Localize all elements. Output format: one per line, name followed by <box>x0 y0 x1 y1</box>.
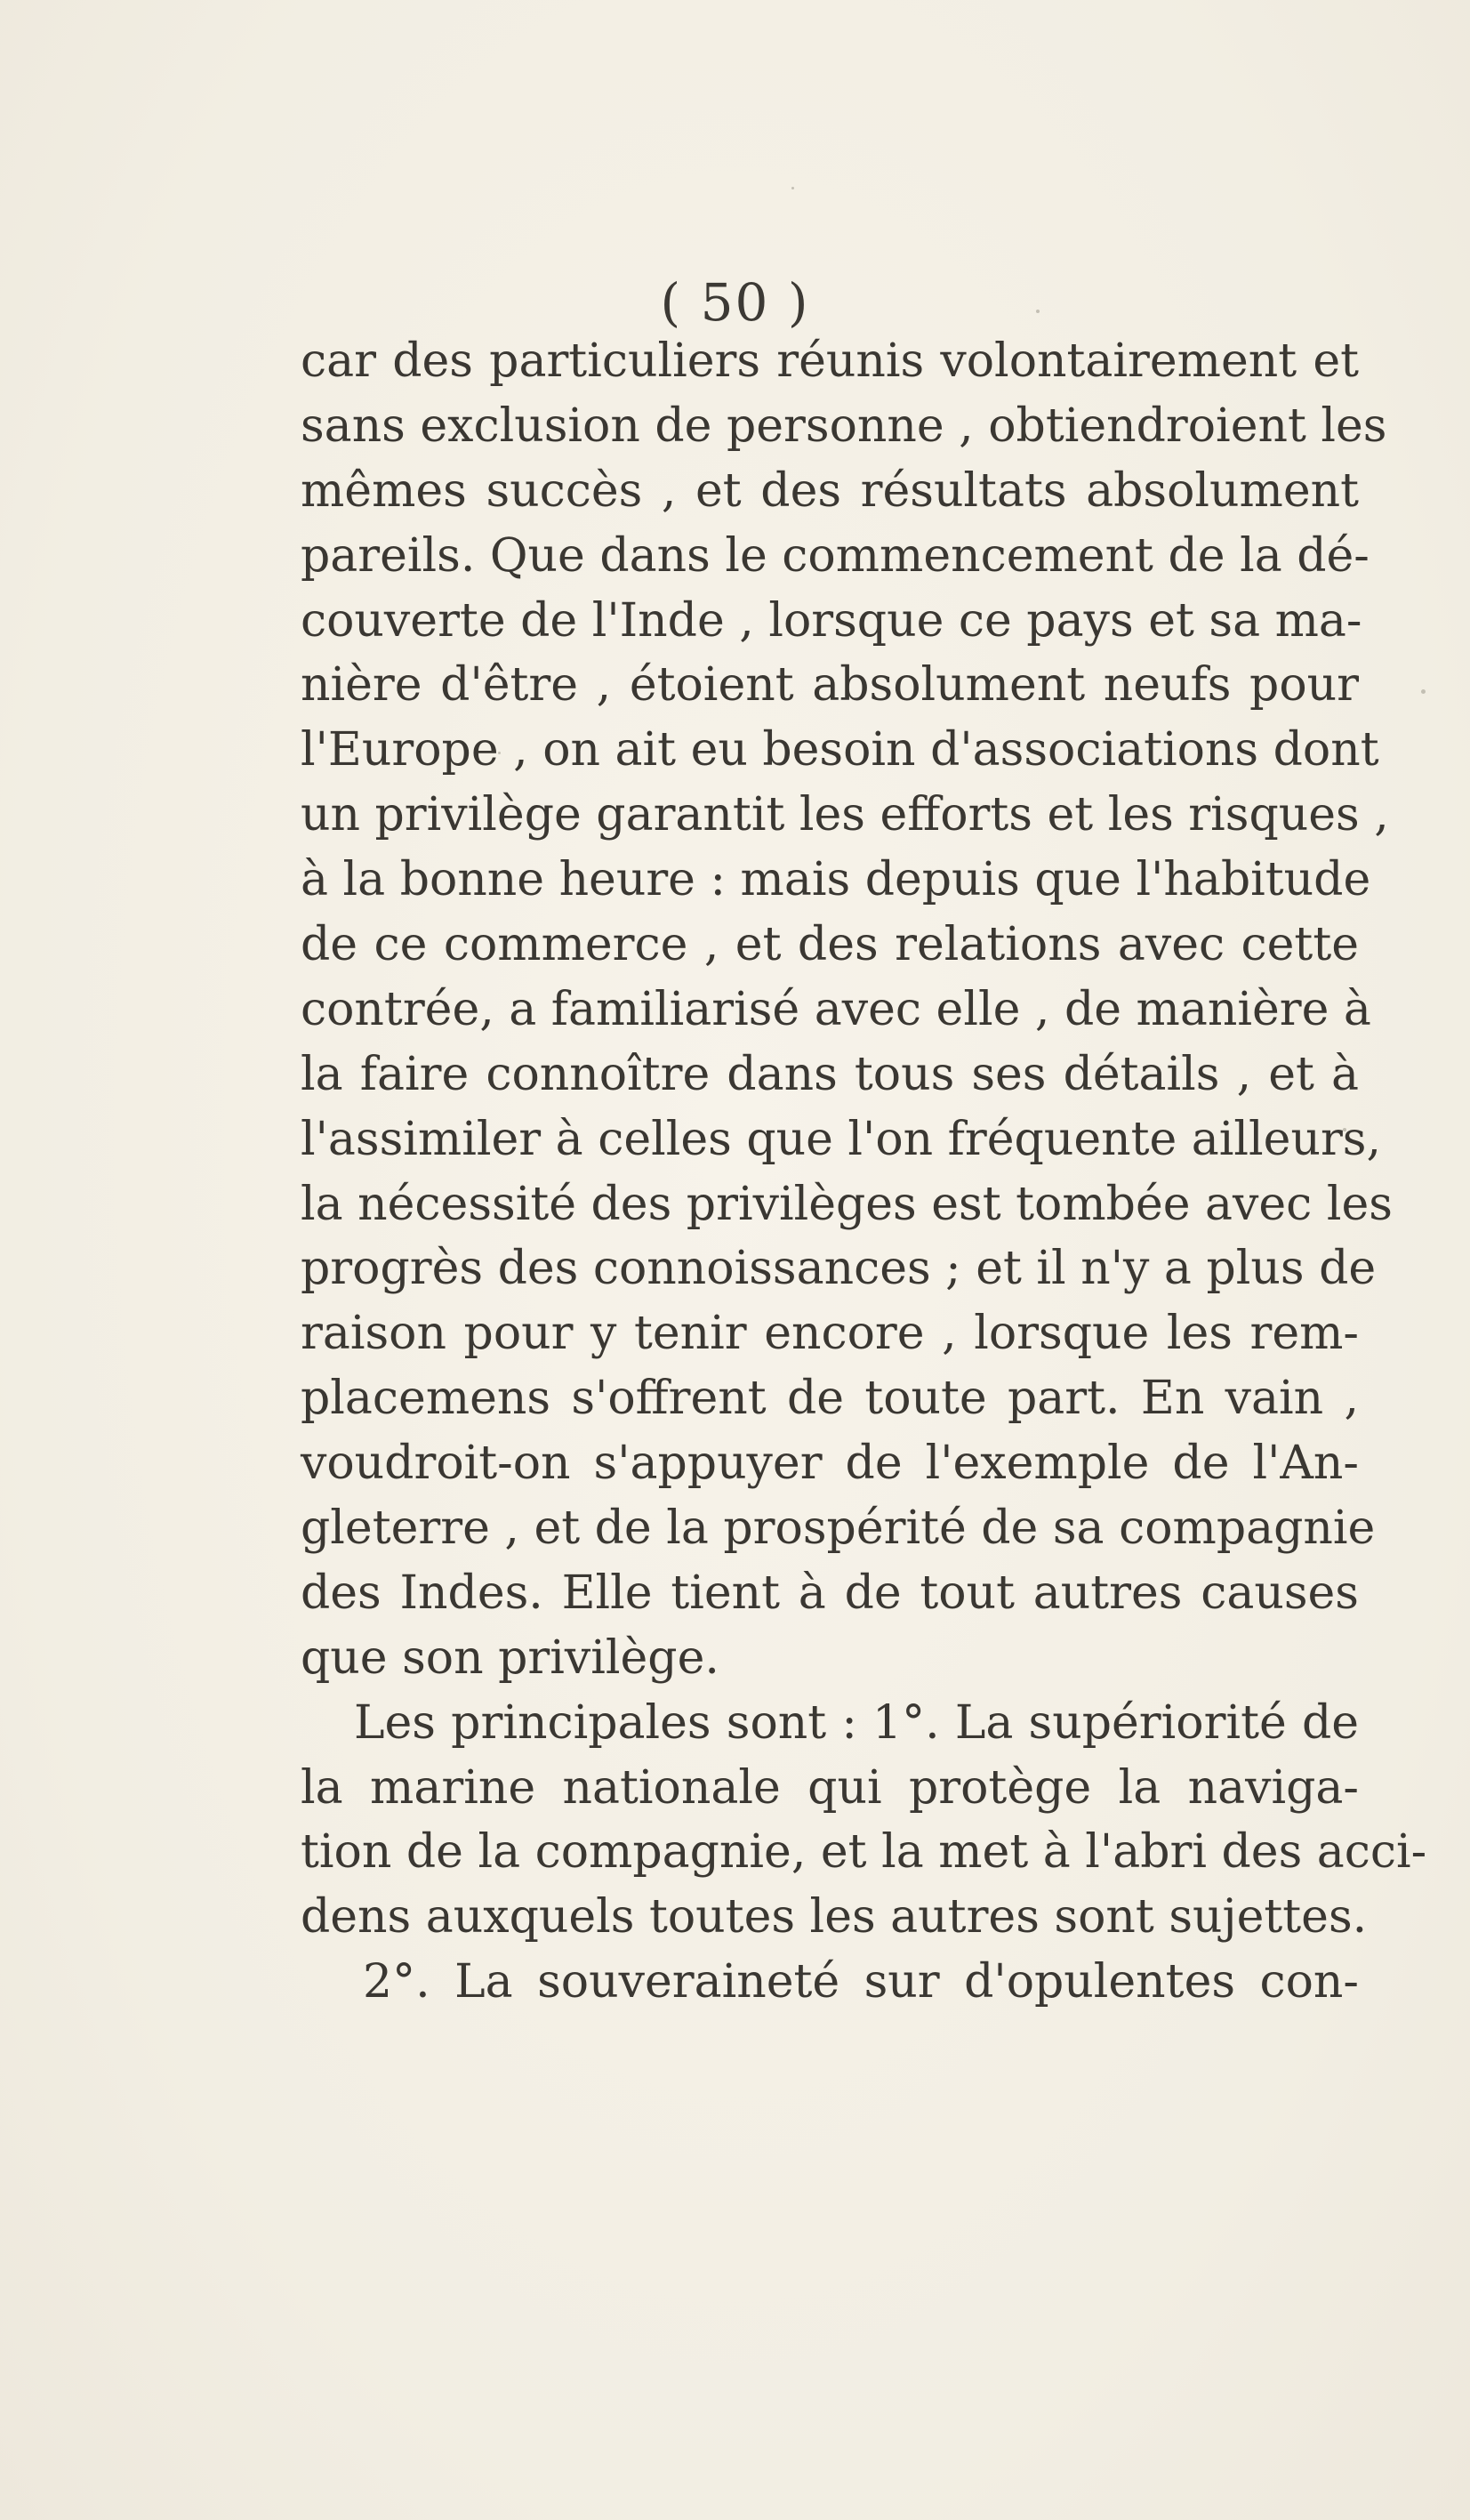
text-line: gleterre , et de la prospérité de sa compagnie <box>301 1502 1376 1556</box>
text-line: un privilège garantit les efforts et les risques , <box>301 788 1389 842</box>
text-line: l'Europe , on ait eu besoin d'associations dont <box>301 723 1379 777</box>
text-line: nière d'être , étoient absolument neufs pour <box>301 658 1359 713</box>
text-line: tion de la compagnie, et la met à l'abri des acci- <box>301 1825 1427 1880</box>
body-text <box>301 329 1427 2015</box>
text-line: de ce commerce , et des relations avec cette <box>301 918 1359 972</box>
paragraph-end-line: que son privilège. <box>301 1630 719 1685</box>
text-line: mêmes succès , et des résultats absolument <box>301 463 1359 518</box>
text-line: car des particuliers réunis volontairement et <box>301 334 1359 388</box>
text-line: sans exclusion de personne , obtiendroient les <box>301 399 1387 453</box>
page-number: ( 50 ) <box>660 272 810 333</box>
text-line: raison pour y tenir encore , lorsque les rem- <box>301 1307 1359 1361</box>
text-line: la faire connoître dans tous ses détails , et à <box>301 1047 1359 1101</box>
text-line: l'assimiler à celles que l'on fréquente ailleurs, <box>301 1112 1382 1166</box>
text-line: 2°. La souveraineté sur d'opulentes con- <box>363 1955 1359 2009</box>
paper-speck <box>791 187 794 189</box>
text-line: couverte de l'Inde , lorsque ce pays et sa ma- <box>301 593 1362 648</box>
text-line: placemens s'offrent de toute part. En vain , <box>301 1372 1359 1426</box>
text-line: la marine nationale qui protège la naviga- <box>301 1760 1359 1815</box>
paper-speck <box>1036 310 1040 313</box>
paper-speck <box>1343 1128 1346 1131</box>
text-line: la nécessité des privilèges est tombée avec les <box>301 1177 1393 1231</box>
text-line: dens auxquels toutes les autres sont sujettes. <box>301 1890 1368 1944</box>
paper-speck <box>1421 689 1426 694</box>
text-line: à la bonne heure : mais depuis que l'habitude <box>301 853 1371 907</box>
text-line: voudroit-on s'appuyer de l'exemple de l'An- <box>301 1437 1359 1491</box>
paper-speck <box>498 752 501 754</box>
text-line: des Indes. Elle tient à de tout autres causes <box>301 1566 1359 1620</box>
paragraph-start-line: Les principales sont : 1°. La supériorité de <box>354 1695 1359 1750</box>
text-line: pareils. Que dans le commencement de la dé- <box>301 528 1370 583</box>
text-line: contrée, a familiarisé avec elle , de manière à <box>301 982 1371 1036</box>
text-line: progrès des connoissances ; et il n'y a plus de <box>301 1242 1377 1296</box>
